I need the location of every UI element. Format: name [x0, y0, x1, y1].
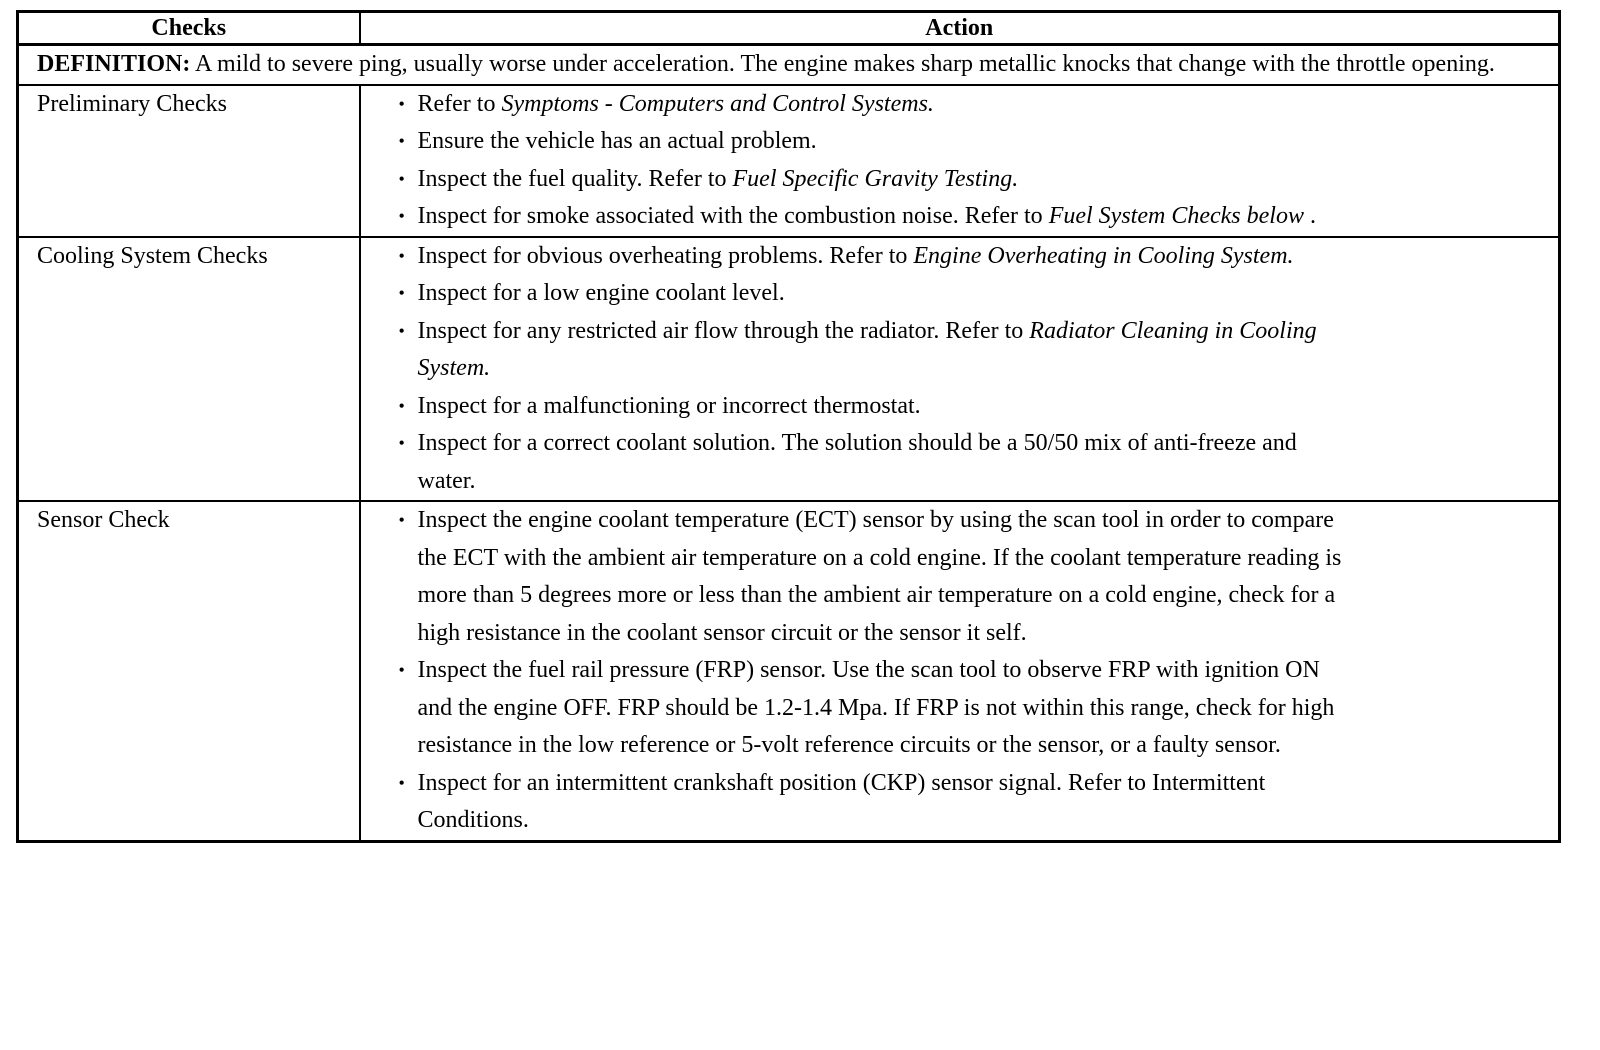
action-item — [399, 123, 1359, 161]
action-item — [399, 161, 1359, 199]
bullet-icon: • — [398, 510, 405, 530]
table-row — [18, 237, 1560, 502]
action-list — [399, 502, 1359, 840]
action-cell — [360, 237, 1560, 502]
action-list — [399, 86, 1359, 236]
action-text: Ensure the vehicle has an actual problem. — [417, 128, 817, 154]
definition-text: A mild to severe ping, usually worse under acceleration. The engine makes sharp metallic knocks that change with the throttle opening. — [190, 51, 1495, 77]
action-text: Inspect the fuel quality. Refer to — [417, 165, 733, 192]
action-list — [399, 238, 1359, 501]
definition-cell — [18, 45, 1560, 85]
bullet-icon: • — [398, 131, 405, 151]
checks-column-header: Checks — [18, 12, 360, 45]
reference-link: Engine Overheating in Cooling System. — [913, 242, 1294, 269]
reference-link: Fuel System Checks below — [1048, 203, 1304, 229]
action-text: Inspect for an intermittent crankshaft position (CKP) sensor signal. Refer to Intermittent Conditions. — [417, 769, 1266, 833]
action-text: Inspect for a correct coolant solution. The solution should be a 50/50 mix of anti-freeze and water. — [417, 430, 1297, 494]
action-item — [399, 502, 1359, 652]
action-text: Inspect for a low engine coolant level. — [417, 280, 785, 306]
bullet-icon: • — [398, 395, 405, 416]
action-item — [399, 275, 1359, 313]
bullet-icon: • — [398, 433, 405, 453]
check-name-cell: Cooling System Checks — [18, 237, 360, 502]
bullet-icon: • — [398, 320, 405, 341]
bullet-icon: • — [398, 168, 405, 189]
action-cell — [360, 501, 1560, 841]
action-suffix: . — [1303, 203, 1316, 229]
bullet-icon: • — [398, 772, 405, 793]
action-text: Inspect for smoke associated with the combustion noise. Refer to — [417, 203, 1049, 229]
check-name-cell: Preliminary Checks — [18, 85, 360, 237]
reference-link: Fuel Specific Gravity Testing. — [732, 165, 1019, 192]
action-text: Refer to — [417, 90, 502, 117]
action-column-header: Action — [360, 12, 1560, 45]
check-name-cell: Sensor Check — [18, 501, 360, 841]
action-item — [399, 765, 1359, 840]
bullet-icon: • — [398, 660, 405, 680]
table-row — [18, 501, 1560, 841]
bullet-icon: • — [398, 93, 405, 114]
action-text: Inspect for obvious overheating problems. Refer to — [417, 242, 914, 269]
bullet-icon: • — [398, 245, 405, 266]
action-item — [399, 388, 1359, 426]
diagnostic-table — [16, 10, 1561, 843]
reference-link: Symptoms - Computers and Control Systems. — [501, 90, 934, 117]
definition-label: DEFINITION: — [37, 51, 191, 77]
reference-link: Radiator Cleaning in Cooling System. — [417, 317, 1317, 381]
action-cell — [360, 85, 1560, 237]
action-text: Inspect for a malfunctioning or incorrect thermostat. — [417, 392, 921, 419]
action-text: Inspect the fuel rail pressure (FRP) sensor. Use the scan tool to observe FRP with ignition ON and the engine OFF. FRP should be 1.2-1.4 Mpa. If FRP is not within this range, check for high resistance in the low reference or 5-volt reference circuits or the sensor, or a faulty sensor. — [417, 657, 1335, 758]
bullet-icon: • — [398, 206, 405, 226]
action-item — [399, 313, 1359, 388]
action-item — [399, 86, 1359, 124]
action-item — [399, 238, 1359, 276]
action-item — [399, 652, 1359, 765]
definition-row — [18, 45, 1560, 85]
header-row — [18, 12, 1560, 45]
bullet-icon: • — [398, 283, 405, 303]
action-text: Inspect the engine coolant temperature (ECT) sensor by using the scan tool in order to compare the ECT with the ambient air temperature on a cold engine. If the coolant temperature reading is more than 5 degrees more or less than the ambient air temperature on a cold engine, check for a high resistance in the coolant sensor circuit or the sensor it self. — [417, 507, 1342, 646]
action-item — [399, 425, 1359, 500]
action-text: Inspect for any restricted air flow through the radiator. Refer to — [417, 317, 1030, 344]
table-row — [18, 85, 1560, 237]
action-item — [399, 198, 1359, 236]
